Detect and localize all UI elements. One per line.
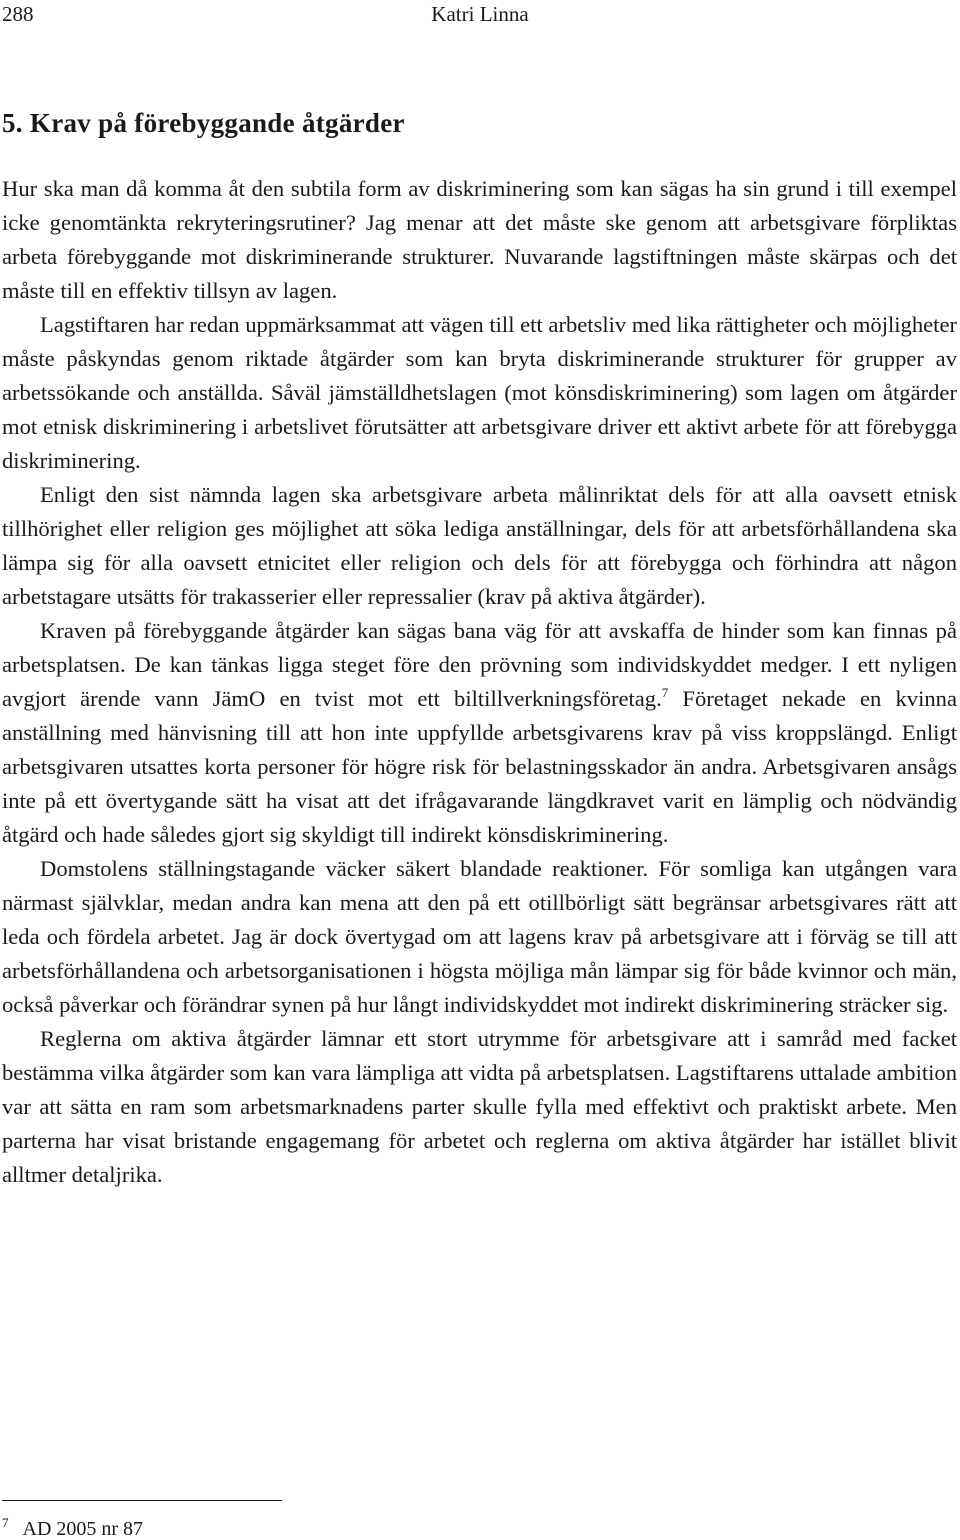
paragraph: Enligt den sist nämnda lagen ska arbetsgivare arbeta målinriktat dels för att alla oavsett etnisk tillhörighet eller religion ges möjlighet att söka lediga anställningar, dels för att arbetsförhållandena ska lämpa sig för alla oavsett etnicitet eller religion och dels för att förebygga och förhindra att någon arbetstagare utsätts för trakasserier eller repressalier (krav på aktiva åtgärder). (2, 482, 957, 609)
footnote-reference[interactable]: 7 (661, 685, 669, 700)
footnote (2, 1512, 143, 1540)
body-text (2, 172, 957, 1192)
paragraph (2, 614, 957, 852)
paragraph: Hur ska man då komma åt den subtila form av diskriminering som kan sägas ha sin grund i till exempel icke genomtänkta rekryteringsrutiner? Jag menar att det måste ske genom att arbetsgivare förpliktas arbeta förebyggande mot diskriminerande strukturer. Nuvarande lagstiftningen måste skärpas och det måste till en effektiv tillsyn av lagen. (2, 176, 957, 303)
section-title: 5. Krav på förebyggande åtgärder (2, 108, 405, 138)
running-head: Katri Linna (431, 2, 529, 26)
footnote-mark: 7 (2, 1515, 9, 1530)
paragraph-text: Kraven på förebyggande åtgärder kan sägas bana väg för att avskaffa de hinder som kan finnas på arbetsplatsen. De kan tänkas ligga steget före den prövning som individskyddet medger. I ett nyligen avgjort ärende vann JämO en tvist mot ett biltillverkningsföretag. (2, 618, 957, 711)
page-header (0, 0, 960, 30)
footnote-divider (2, 1500, 282, 1501)
paragraph: Reglerna om aktiva åtgärder lämnar ett stort utrymme för arbetsgivare att i samråd med facket bestämma vilka åtgärder som kan vara lämpliga att vidta på arbetsplatsen. Lagstiftarens uttalade ambition var att sätta en ram som arbetsmarknadens parter skulle fylla med effektivt och praktiskt arbete. Men parterna har visat bristande engagemang för arbetet och reglerna om aktiva åtgärder har istället blivit alltmer detaljrika. (2, 1026, 957, 1187)
paragraph: Lagstiftaren har redan uppmärksammat att vägen till ett arbetsliv med lika rättigheter och möjligheter måste påskyndas genom riktade åtgärder som kan bryta diskriminerande strukturer för grupper av arbetssökande och anställda. Såväl jämställdhetslagen (mot könsdiskriminering) som lagen om åtgärder mot etnisk diskriminering i arbetslivet förutsätter att arbetsgivare driver ett aktivt arbete för att förebygga diskriminering. (2, 312, 957, 473)
paragraph-text: Företaget nekade en kvinna anställning med hänvisning till att hon inte uppfyllde arbetsgivarens krav på viss kroppslängd. Enligt arbetsgivaren utsattes korta personer för högre risk för belastningsskador än andra. Arbetsgivaren ansågs inte på ett övertygande sätt ha visat att det ifrågavarande längdkravet varit en lämplig och nödvändig åtgärd och hade således gjort sig skyldigt till indirekt könsdiskriminering. (2, 686, 957, 847)
page-number: 288 (2, 2, 34, 26)
footnote-text: AD 2005 nr 87 (22, 1518, 144, 1540)
paragraph: Domstolens ställningstagande väcker säkert blandade reaktioner. För somliga kan utgången vara närmast självklar, medan andra kan mena att den på ett otillbörligt sätt begränsar arbetsgivares rätt att leda och fördela arbetet. Jag är dock övertygad om att lagens krav på arbetsgivare att i förväg se till att arbetsförhållandena och arbetsorganisationen i högsta möjliga mån lämpar sig för både kvinnor och män, också påverkar och förändrar synen på hur långt individskyddet mot indirekt diskriminering sträcker sig. (2, 856, 957, 1017)
